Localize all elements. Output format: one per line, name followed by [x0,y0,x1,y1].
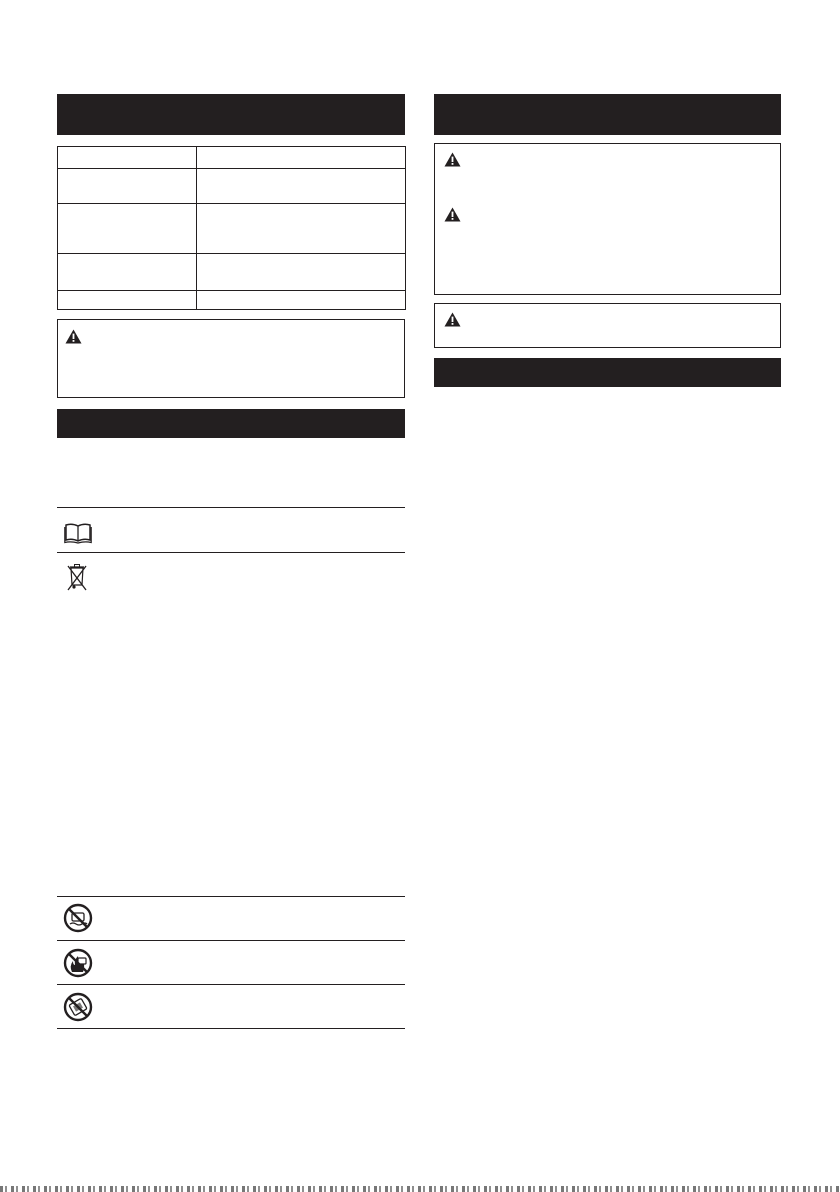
table-cell [197,204,406,254]
symbol-row [57,985,405,1028]
table-cell [197,147,406,169]
warning-box [57,319,405,398]
section-header [434,358,781,387]
table-cell [58,254,197,291]
symbol-row [57,897,405,940]
safety-header [434,94,781,135]
warning-triangle-icon [444,207,461,222]
warning-box [434,303,781,348]
table-cell [58,169,197,204]
table-cell [58,204,197,254]
table-cell [197,291,406,310]
warning-triangle-icon [65,329,82,344]
symbol-row [57,508,405,552]
specifications-header [57,94,405,135]
crossed-out-wheelie-bin-icon [64,561,90,593]
no-disassembly-prohibition-icon [63,992,93,1022]
symbol-row [57,553,405,597]
table-row [58,169,406,204]
print-registration-strip [0,1186,840,1192]
warning-box [434,143,781,295]
read-manual-book-icon [64,522,92,544]
table-cell [58,291,197,310]
divider [57,1028,405,1029]
table-cell [197,169,406,204]
symbol-row [57,941,405,984]
table-cell [58,147,197,169]
warning-triangle-icon [444,312,461,327]
table-row [58,147,406,169]
specifications-table [57,146,406,310]
warning-triangle-icon [444,152,461,167]
symbols-header [57,409,405,438]
table-row [58,204,406,254]
table-cell [197,254,406,291]
no-fire-prohibition-icon [63,948,93,978]
no-water-prohibition-icon [63,903,93,933]
table-row [58,254,406,291]
table-row [58,291,406,310]
